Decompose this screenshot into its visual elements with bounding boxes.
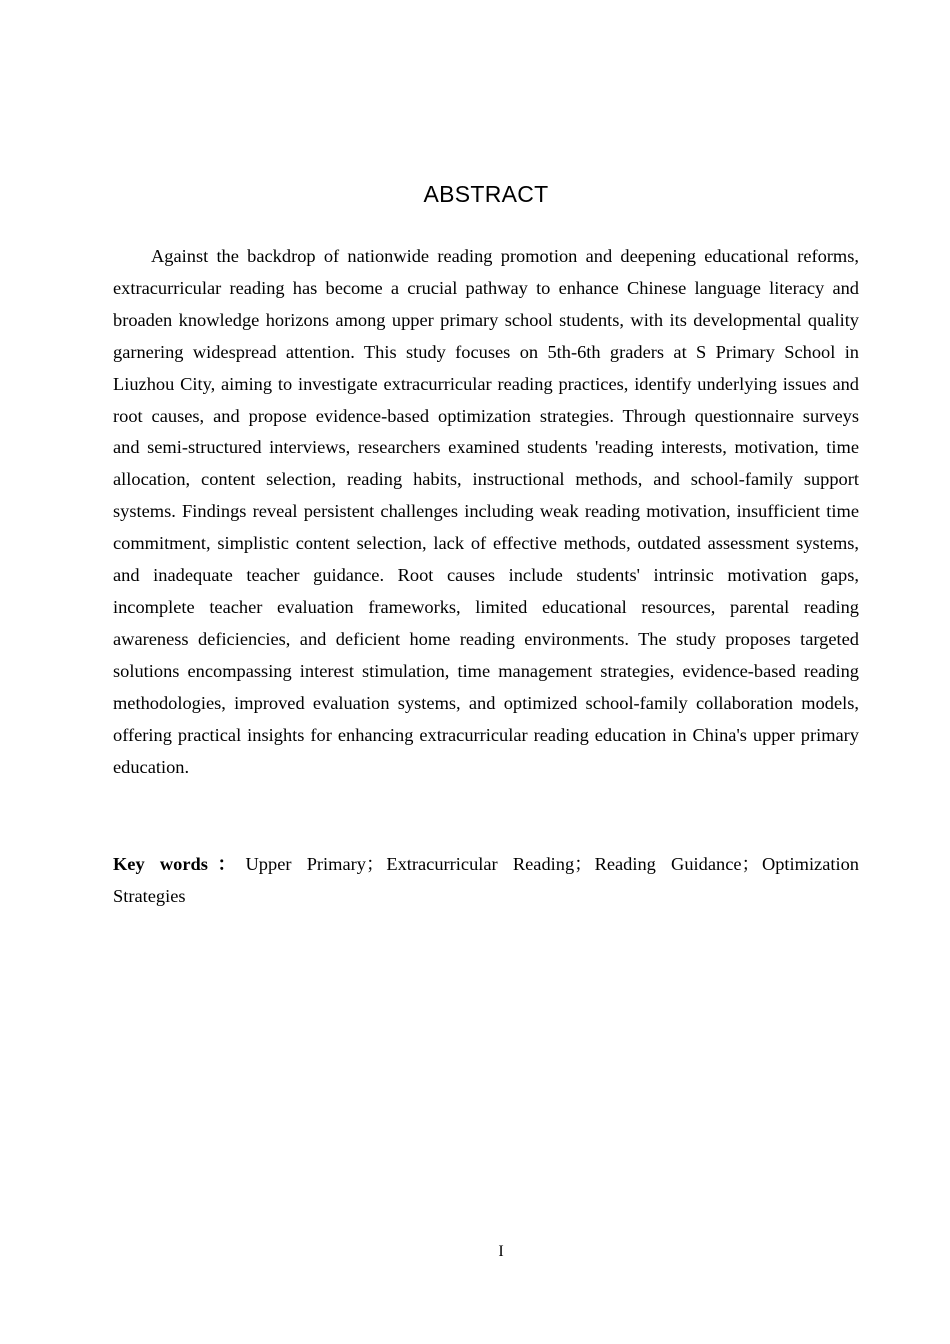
keyword-item: Optimization Strategies	[113, 854, 859, 906]
keyword-item: Extracurricular Reading	[386, 854, 575, 874]
page-number: I	[498, 1243, 504, 1260]
keyword-separator: ；	[574, 854, 593, 874]
keywords-line	[113, 849, 859, 912]
keywords-label: Key words：	[113, 854, 246, 874]
keyword-item: Reading Guidance	[594, 854, 742, 874]
abstract-paragraph: Against the backdrop of nationwide reading promotion and deepening educational reforms, extracurricular reading has become a crucial pathway to enhance Chinese language literacy and broaden knowledge horizons among upper primary school students, with its developmental quality garnering widespread attention. This study focuses on 5th-6th graders at S Primary School in Liuzhou City, aiming to investigate extracurricular reading practices, identify underlying issues and root causes, and propose evidence-based optimization strategies. Through questionnaire surveys and semi-structured interviews, researchers examined students 'reading interests, motivation, time allocation, content selection, reading habits, instructional methods, and school-family support systems. Findings reveal persistent challenges including weak reading motivation, insufficient time commitment, simplistic content selection, lack of effective methods, outdated assessment systems, and inadequate teacher guidance. Root causes include students' intrinsic motivation gaps, incomplete teacher evaluation frameworks, limited educational resources, parental reading awareness deficiencies, and deficient home reading environments. The study proposes targeted solutions encompassing interest stimulation, time management strategies, evidence-based reading methodologies, improved evaluation systems, and optimized school-family collaboration models, offering practical insights for enhancing extracurricular reading education in China's upper primary education.	[113, 246, 859, 777]
keyword-separator: ；	[741, 854, 760, 874]
keyword-item: Upper Primary	[245, 854, 366, 874]
abstract-heading: ABSTRACT	[423, 181, 549, 207]
keyword-separator: ；	[365, 854, 385, 874]
